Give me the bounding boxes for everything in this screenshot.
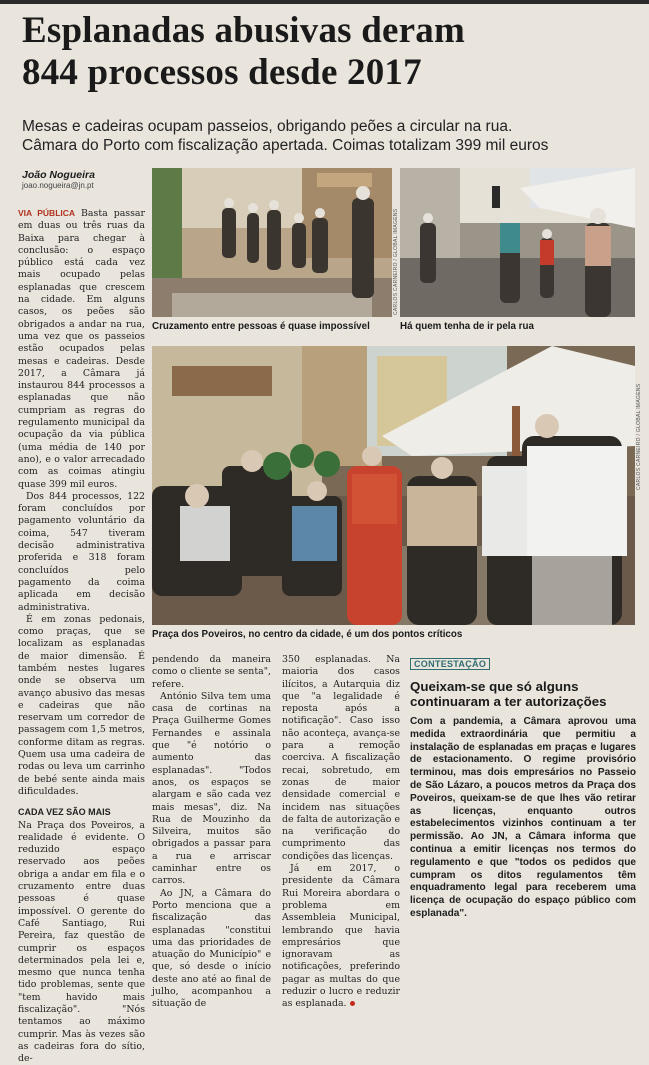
byline — [22, 169, 147, 190]
deck-line-1: Mesas e cadeiras ocupam passeios, obrigando peões a circular na rua. — [22, 118, 513, 135]
sidebar-text: Com a pandemia, a Câmara aprovou uma medida extraordinária que permitiu a instalação de esplanadas em praças e lugares de estacionamento. O regime provisório terminou, mas dois empresários no Passeio de São Lázaro, a poucos metros da Praça dos Poveiros, queixam-se de que lhes vão retirar as licenças, enquanto outros estabelecimentos vizinhos continuam a ter permissão. Ao JN, a Câmara informa que continua a emitir licenças nos termos do regulamento e que "todos os pedidos que cumpram os ditos regulamentos têm enquadramento legal para receberem uma licença de ocupação do espaço público com esplanada". — [410, 716, 636, 919]
photo-praca-poveiros — [152, 346, 635, 625]
paragraph-text: Já em 2017, o presidente da Câmara Rui Moreira abordara o problema em Assembleia Municipal, lembrando que havia empresários que ignoravam as notificações, preferindo pagar as multas do que reduzir o lucro e reduzir as esplanada. — [282, 863, 400, 1010]
paragraph: António Silva tem uma casa de cortinas na Praça Guilherme Gomes Fernandes e assinala que "é notório o aumento das esplanadas". "Todos anos, os espaços se alargam e são cada vez mais mesas", diz. Na Rua de Mouzinho da Silveira, muitos são obrigados a passar para a rua e arriscar caminhar entre os carros. — [152, 690, 271, 887]
paragraph-text: Basta passar em duas ou três ruas da Baixa para chegar à conclusão: o espaço público está cada vez mais ocupado pelas esplanadas que crescem na cidade. Em alguns casos, os peões são obrigados a andar na rua, uma vez que os passeios estão ocupados pelas mesas e cadeiras. Desde 2017, a Câmara já instaurou 844 processos a esplanadas que não cumpriam as regras do regulamento municipal da ocupação da via pública (uma média de 140 por ano), e o valor arrecadado com as coimas atingiu quase 399 mil euros. — [18, 208, 145, 490]
paragraph: 350 esplanadas. Na maioria dos casos ilícitos, a Autarquia diz que "a legalidade é reposta após a notificação". Caso isso não aconteça, avança-se para a remoção coerciva. A fiscalização recai, sobretudo, em zonas de maior densidade comercial e incidem nas situações de falta de autorização e na verificação do cumprimento das condições das licenças. — [282, 654, 400, 862]
tag-row — [410, 652, 636, 671]
author-name: João Nogueira — [22, 169, 95, 181]
body-column-3 — [282, 654, 400, 1011]
deck-line-2: Câmara do Porto com fiscalização apertada. Coimas totalizam 399 mil euros — [22, 137, 549, 154]
headline — [22, 10, 642, 94]
photo-credit-1: CARLOS CARNEIRO / GLOBAL IMAGENS — [393, 208, 399, 315]
end-mark-icon — [350, 1001, 355, 1006]
kicker: VIA PÚBLICA — [18, 208, 76, 218]
paragraph: É em zonas pedonais, como praças, que se localizam as esplanadas de maior dimensão. É também nestes lugares onde se observa um avanço abusivo das mesas e cadeiras que não reservam um corredor de passagem com 1,5 metros, conforme ditam as regras. Quem usa uma cadeira de rodas ou leva um carrinho de bebé sente ainda mais dificuldades. — [18, 613, 145, 797]
photo-crossing — [152, 168, 392, 317]
caption-street: Há quem tenha de ir pela rua — [400, 321, 534, 332]
caption-crossing: Cruzamento entre pessoas é quase impossível — [152, 321, 370, 332]
photo-credit-2: CARLOS CARNEIRO / GLOBAL IMAGENS — [636, 383, 642, 490]
sidebar-title: Queixam-se que só alguns continuaram a ter autorizações — [410, 679, 607, 709]
paragraph: pendendo da maneira como o cliente se senta", refere. — [152, 654, 271, 690]
headline-line-2: 844 processos desde 2017 — [22, 52, 422, 93]
author-email: joao.nogueira@jn.pt — [22, 181, 94, 190]
section-tag: CONTESTAÇÃO — [410, 658, 490, 670]
photo-street — [400, 168, 635, 317]
deck — [22, 117, 642, 155]
paragraph — [282, 863, 400, 1011]
caption-praca: Praça dos Poveiros, no centro da cidade, é um dos pontos críticos — [152, 629, 463, 640]
top-rule — [0, 0, 649, 4]
body-column-2 — [152, 654, 271, 1011]
sidebar-contestacao — [410, 652, 636, 921]
paragraph — [18, 207, 145, 491]
paragraph: Dos 844 processos, 122 foram concluídos por pagamento voluntário da coima, 547 tiveram decisão administrativa proferida e 318 foram concluídos pelo pagamento da coima aplicada em decisão administrativa. — [18, 490, 145, 613]
paragraph: Na Praça dos Poveiros, a realidade é evidente. O reduzido espaço reservado aos peões obriga a andar em fila e o cruzamento entre duas pessoas é quase impossível. O gerente do Café Santiago, Rui Pereira, faz questão de cumprir os espaços determinados pela lei e, mesmo que nunca tenha tido problemas, sente que "tem havido mais fiscalização". "Nós tentamos ao máximo cumprir. Mas às vezes são as cadeiras fora do sítio, de- — [18, 819, 145, 1065]
headline-line-1: Esplanadas abusivas deram — [22, 10, 465, 51]
body-column-1 — [18, 207, 145, 1065]
subheading: CADA VEZ SÃO MAIS — [18, 807, 111, 818]
paragraph: Ao JN, a Câmara do Porto menciona que a fiscalização das esplanadas "constitui uma das prioridades de atuação do Município" e que, só desde o início deste ano até ao final de julho, acompanhou a situação de — [152, 887, 271, 1010]
